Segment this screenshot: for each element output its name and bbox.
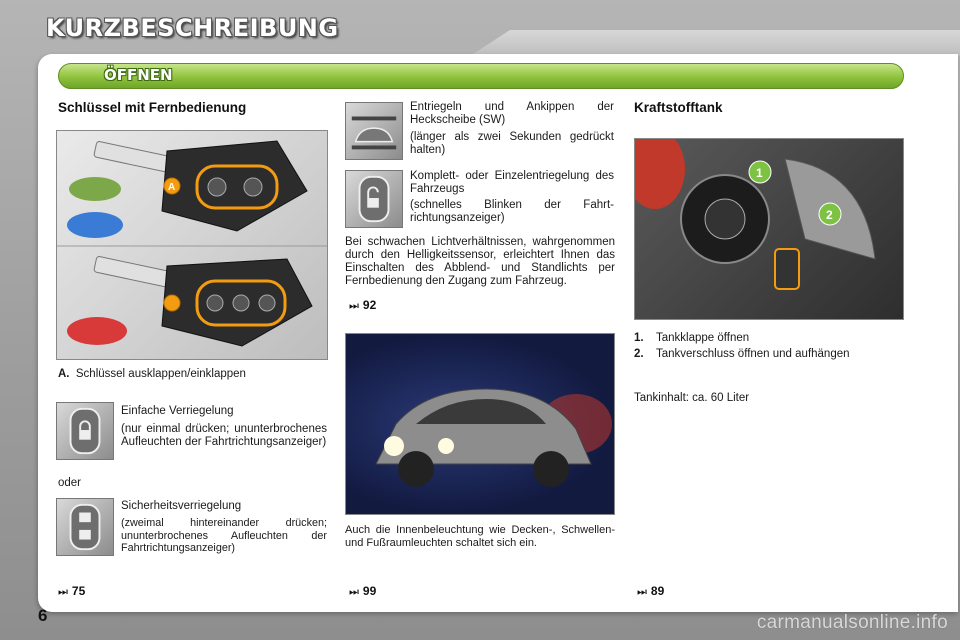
lock-secure-icon xyxy=(56,498,114,556)
tailgate-icon xyxy=(345,102,403,160)
page-ref-icon: ⏭ xyxy=(637,586,647,598)
middle-page-ref xyxy=(349,584,376,599)
car-blue-icon xyxy=(67,212,123,238)
step-text: Tankverschluss öffnen und aufhängen xyxy=(656,348,850,360)
step-number: 1. xyxy=(634,332,644,344)
lock-button-icon xyxy=(208,178,226,196)
step-text: Tankklappe öffnen xyxy=(656,332,750,344)
unlock-icon xyxy=(345,170,403,228)
left-page-ref xyxy=(58,584,85,599)
interior-light-text: Auch die Innenbeleuchtung wie Decken-, Schwellen- und Fußraumleuchten schaltet sich ein. xyxy=(345,524,615,549)
fuel-step-2 xyxy=(634,348,874,361)
page-ref-icon: ⏭ xyxy=(349,586,359,598)
unlock-button-icon xyxy=(244,178,262,196)
unlock-desc: (schnelles Blinken der Fahrtrichtungsanzeiger) xyxy=(410,199,614,224)
tailgate-title: Entriegeln und Ankippen der Heckscheibe (SW) xyxy=(410,101,614,126)
headlight-left xyxy=(384,436,404,456)
fuel-tank-figure xyxy=(634,138,904,320)
remote-key-figure xyxy=(56,130,328,360)
page-ref-icon: ⏭ xyxy=(58,586,68,598)
middle-ref-number: 99 xyxy=(362,584,377,598)
headlight-right xyxy=(438,438,454,454)
car-lights-illustration xyxy=(346,334,615,515)
lowlight-page-ref xyxy=(349,298,376,313)
section-banner xyxy=(58,63,904,89)
page-number: 6 xyxy=(38,606,48,625)
car-lights-figure xyxy=(345,333,615,515)
lock-simple-desc: (nur einmal drücken; ununterbrochenes Aufleuchten der Fahrtrichtungsanzeiger) xyxy=(121,423,327,448)
key-marker-a: A xyxy=(168,182,176,193)
lock-secure-title: Sicherheitsverriegelung xyxy=(121,500,242,512)
lowlight-ref-number: 92 xyxy=(362,298,377,312)
lock-simple-title: Einfache Verriegelung xyxy=(121,405,234,417)
fuel-cap-graphic xyxy=(775,249,799,289)
remote-key-illustration xyxy=(57,131,328,360)
fig-label-1: 1 xyxy=(756,166,763,180)
page-ref-icon: ⏭ xyxy=(349,300,359,312)
right-ref-number: 89 xyxy=(650,584,665,598)
section-title: ÖFFNEN xyxy=(104,66,173,84)
unlock-title: Komplett- oder Einzelentriegelung des Fahrzeugs xyxy=(410,170,614,195)
fuel-tank-heading: Kraftstofftank xyxy=(634,100,723,115)
tank-capacity: Tankinhalt: ca. 60 Liter xyxy=(634,392,750,404)
fig-label-2: 2 xyxy=(826,208,833,222)
caption-a-marker: A. xyxy=(58,368,70,380)
fuel-tank-illustration xyxy=(635,139,904,320)
lock-secure-desc: (zweimal hintereinander drücken; ununterbrochenes Aufleuchten der Fahrtrichtungsanzeiger) xyxy=(121,517,327,554)
car-red-icon xyxy=(67,317,127,345)
fuel-step-1 xyxy=(634,332,904,345)
or-label: oder xyxy=(58,477,82,489)
step-number: 2. xyxy=(634,348,644,360)
key-closed-graphic xyxy=(94,141,307,231)
left-ref-number: 75 xyxy=(71,584,86,598)
watermark: carmanualsonline.info xyxy=(756,612,948,633)
page-title: KURZBESCHREIBUNG xyxy=(46,14,339,42)
tailgate-desc: (länger als zwei Sekunden gedrückt halten) xyxy=(410,131,614,156)
lock-simple-icon xyxy=(56,402,114,460)
header-tab xyxy=(470,30,960,56)
remote-key-heading: Schlüssel mit Fernbedienung xyxy=(58,100,247,115)
lowlight-text: Bei schwachen Lichtverhältnissen, wahrgenommen durch den Helligkeitssensor, erleichtert Ihnen das Einschalten des Abblend- und Standlichts per Fernbedienung den Zugang zum Fahrzeug. xyxy=(345,236,615,287)
caption-a xyxy=(58,368,246,381)
caption-a-text: Schlüssel ausklappen/einklappen xyxy=(75,368,246,380)
car-green-icon xyxy=(69,177,121,201)
right-page-ref xyxy=(637,584,664,599)
